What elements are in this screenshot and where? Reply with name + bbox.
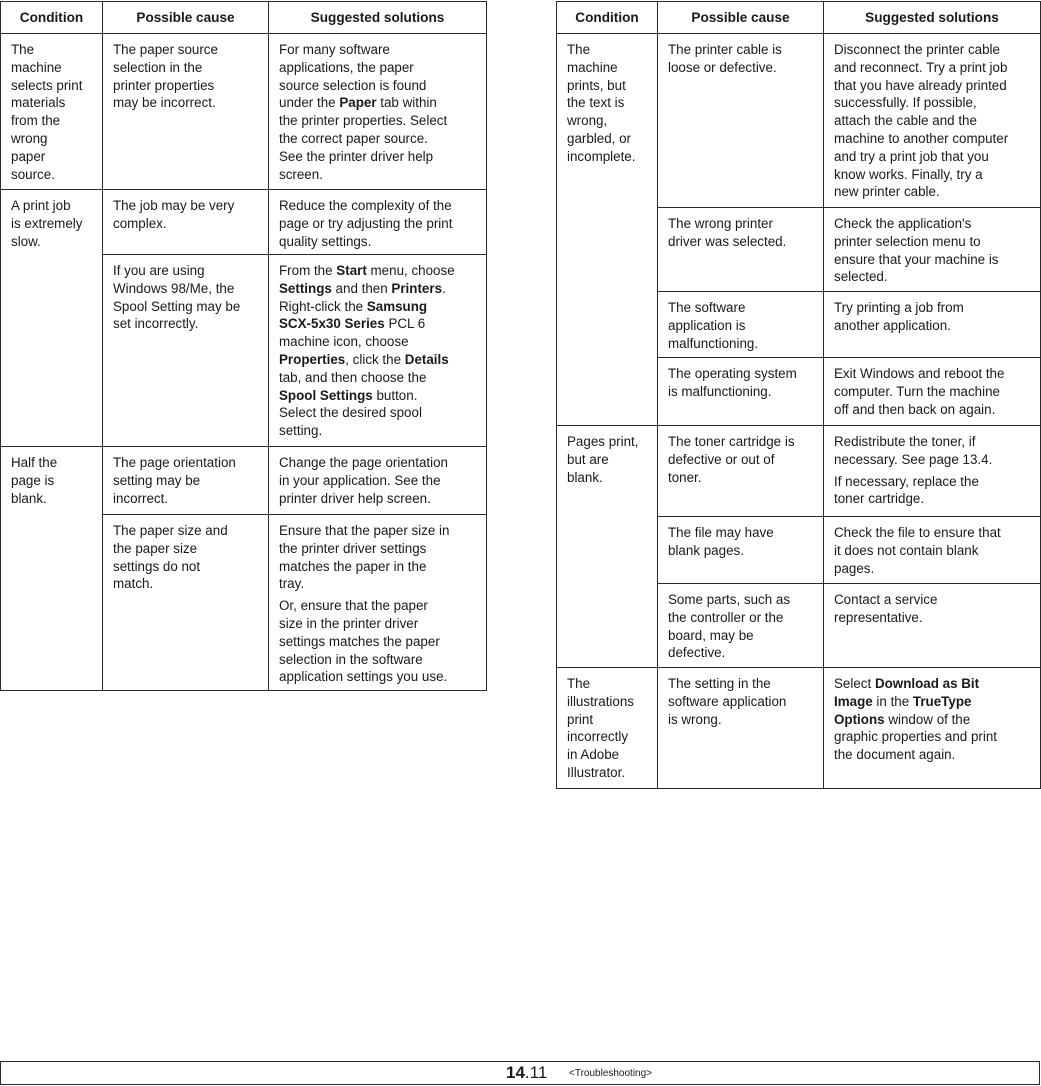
section-label: <Troubleshooting> xyxy=(569,1068,653,1079)
cause-cell: The operating system is malfunctioning. xyxy=(658,358,824,426)
solution-cell: From the Start menu, choose Settings and then Printers. Right-click the Samsung SCX-5x30 Series PCL 6 machine icon, choose Properties, click the Details tab, and then choose the Spool Settings button. Select the desired spool setting. xyxy=(269,255,487,447)
troubleshooting-table-right xyxy=(556,1,1041,789)
header-condition: Condition xyxy=(1,2,103,34)
cause-cell: The job may be very complex. xyxy=(103,190,269,255)
table-header-row xyxy=(1,2,487,34)
cause-cell: The page orientation setting may be incorrect. xyxy=(103,447,269,515)
solution-cell: Ensure that the paper size in the printer driver settings matches the paper in the tray. Or, ensure that the paper size in the printer driver settings matches the paper selection in the software application settings you use. xyxy=(269,515,487,691)
solution-cell: Disconnect the printer cable and reconnect. Try a print job that you have already printed successfully. If possible, attach the cable and the machine to another computer and try a print job that you know works. Finally, try a new printer cable. xyxy=(824,34,1041,208)
solution-cell: Redistribute the toner, if necessary. See page 13.4. If necessary, replace the toner cartridge. xyxy=(824,426,1041,517)
troubleshooting-table-left xyxy=(0,1,487,691)
cause-cell: Some parts, such as the controller or the board, may be defective. xyxy=(658,584,824,668)
cause-cell: The printer cable is loose or defective. xyxy=(658,34,824,208)
page-footer xyxy=(0,1061,1040,1085)
table-row xyxy=(1,190,487,255)
solution-cell: Contact a service representative. xyxy=(824,584,1041,668)
header-possible-cause: Possible cause xyxy=(658,2,824,34)
cause-cell: The software application is malfunctioning. xyxy=(658,292,824,358)
cause-cell: The paper source selection in the printer properties may be incorrect. xyxy=(103,34,269,190)
cause-cell: The file may have blank pages. xyxy=(658,517,824,584)
table-row xyxy=(1,34,487,190)
header-condition: Condition xyxy=(557,2,658,34)
solution-cell: Change the page orientation in your application. See the printer driver help screen. xyxy=(269,447,487,515)
cause-cell: The toner cartridge is defective or out of toner. xyxy=(658,426,824,517)
condition-cell: A print job is extremely slow. xyxy=(1,190,103,447)
cause-cell: The wrong printer driver was selected. xyxy=(658,208,824,292)
cause-cell: The setting in the software application is wrong. xyxy=(658,668,824,789)
solution-cell: Exit Windows and reboot the computer. Turn the machine off and then back on again. xyxy=(824,358,1041,426)
solution-cell: For many software applications, the paper source selection is found under the Paper tab within the printer properties. Select the correct paper source. See the printer driver help screen. xyxy=(269,34,487,190)
header-suggested-solutions: Suggested solutions xyxy=(269,2,487,34)
condition-cell: The machine prints, but the text is wrong, garbled, or incomplete. xyxy=(557,34,658,426)
table-row xyxy=(1,447,487,515)
solution-cell: Check the application's printer selection menu to ensure that your machine is selected. xyxy=(824,208,1041,292)
table-row xyxy=(557,34,1041,208)
condition-cell: The illustrations print incorrectly in Adobe Illustrator. xyxy=(557,668,658,789)
header-possible-cause: Possible cause xyxy=(103,2,269,34)
table-row xyxy=(557,426,1041,517)
solution-cell: Reduce the complexity of the page or try adjusting the print quality settings. xyxy=(269,190,487,255)
page-number: 14.11 xyxy=(506,1063,548,1082)
solution-cell: Try printing a job from another application. xyxy=(824,292,1041,358)
cause-cell: The paper size and the paper size settings do not match. xyxy=(103,515,269,691)
solution-cell: Check the file to ensure that it does not contain blank pages. xyxy=(824,517,1041,584)
solution-cell: Select Download as Bit Image in the TrueType Options window of the graphic properties and print the document again. xyxy=(824,668,1041,789)
table-header-row xyxy=(557,2,1041,34)
header-suggested-solutions: Suggested solutions xyxy=(824,2,1041,34)
table-row xyxy=(557,668,1041,789)
condition-cell: The machine selects print materials from the wrong paper source. xyxy=(1,34,103,190)
cause-cell: If you are using Windows 98/Me, the Spool Setting may be set incorrectly. xyxy=(103,255,269,447)
condition-cell: Pages print, but are blank. xyxy=(557,426,658,668)
condition-cell: Half the page is blank. xyxy=(1,447,103,691)
